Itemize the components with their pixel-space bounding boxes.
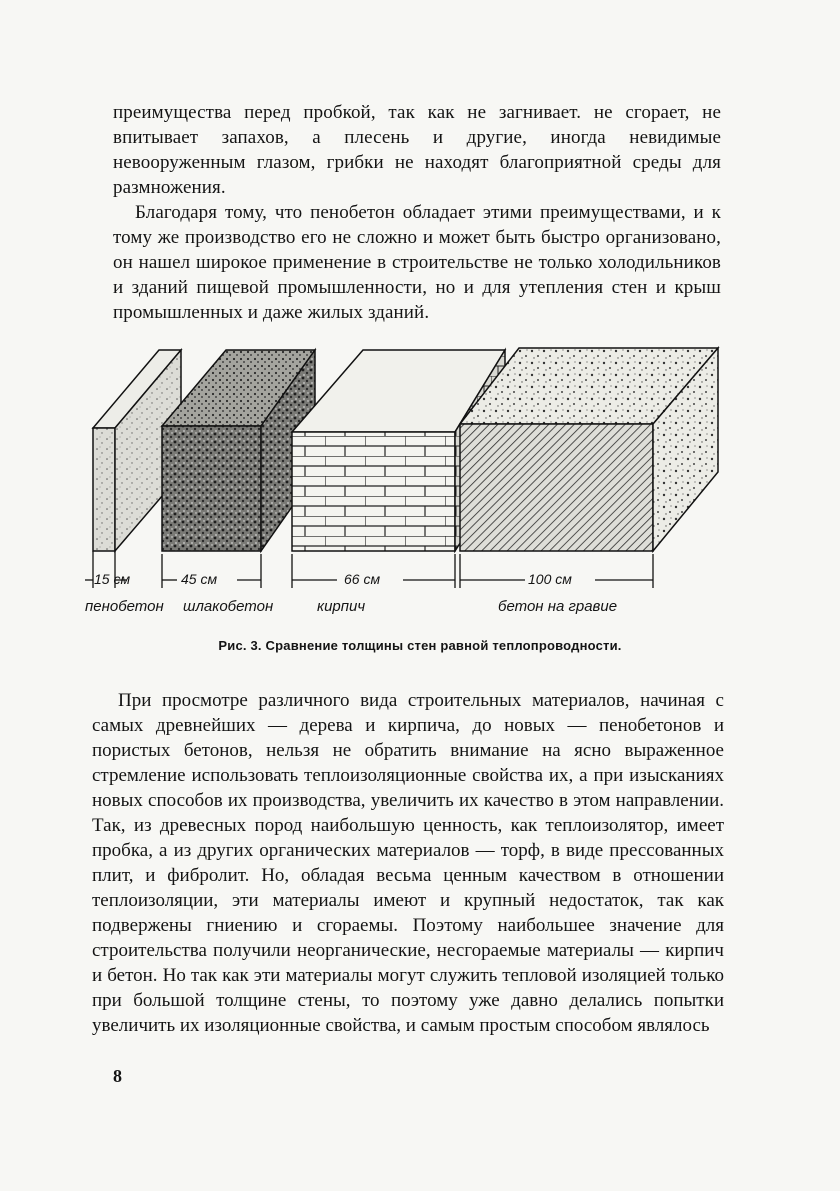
dim-label-slag-concrete: 45 см [181, 571, 218, 587]
dim-label-foam-concrete: 15 см [94, 571, 131, 587]
material-label-gravel-concrete: бетон на гравие [498, 598, 618, 615]
page-number: 8 [113, 1066, 122, 1086]
dim-label-brick: 66 см [344, 571, 381, 587]
dim-label-gravel-concrete: 100 см [528, 571, 572, 587]
paragraph-top-1: преимущества перед пробкой, так как не загнивает. не сгорает, не впитывает запахов, а плесень и другие, иногда невидимые невооруженным глазом, грибки не находят благоприятной среды для размножения. [113, 102, 721, 198]
material-label-foam-concrete: пенобетон [85, 598, 164, 615]
material-label-slag-concrete: шлакобетон [183, 598, 274, 615]
figure-caption: Рис. 3. Сравнение толщины стен равной теплопроводности. [218, 638, 622, 653]
figure-wall-comparison [85, 336, 755, 626]
wall-gravel-concrete [460, 348, 718, 551]
material-label-brick: кирпич [317, 598, 366, 615]
paragraph-top-2: Благодаря тому, что пенобетон обладает этими преимуществами, и к тому же производство его не сложно и может быть быстро организовано, он нашел широкое применение в строительстве не только холодильников и зданий пищевой промышленности, но и для утепления стен и крыш промышленных и даже жилых зданий. [113, 202, 721, 323]
paragraph-bottom: При просмотре различного вида строительных материалов, начиная с самых древнейших — дерева и кирпича, до новых — пенобетонов и пористых бетонов, нельзя не обратить внимание на ясно выраженное стремление использовать теплоизоляционные свойства их, а при изысканиях новых способов их производства, увеличить их качество в этом направлении. Так, из древесных пород наибольшую ценность, как теплоизолятор, имеет пробка, а из других органических материалов — торф, в виде прессованных плит, и фибролит. Но, обладая весьма ценным качеством в отношении теплоизоляции, эти материалы имеют и крупный недостаток, так как подвержены гниению и сгораемы. Поэтому наибольшее значение для строительства получили неорганические, несгораемые материалы — кирпич и бетон. Но так как эти материалы могут служить тепловой изоляцией только при большой толщине стены, то поэтому уже давно делались попытки увеличить их изоляционные свойства, и самым простым способом являлось [92, 690, 724, 1036]
top-text-block [113, 100, 721, 325]
